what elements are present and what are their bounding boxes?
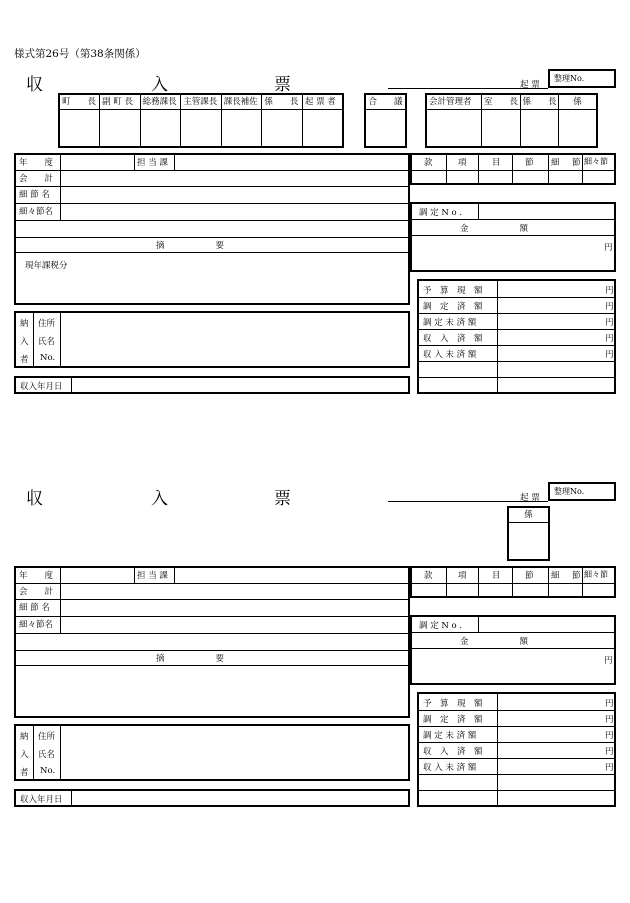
approval-head-kakaricho: 係 長 <box>262 94 303 110</box>
yen-mark: 円 <box>605 286 614 296</box>
approval-head-soumu: 総務課長 <box>140 94 181 110</box>
yen-mark: 円 <box>605 318 614 328</box>
kan-label: 款 <box>424 158 433 168</box>
yen-mark: 円 <box>605 731 614 741</box>
stamp-cell[interactable] <box>426 110 482 148</box>
receipt-date-label: 収入年月日 <box>20 382 63 392</box>
stamp-cell[interactable] <box>100 110 141 148</box>
kihyo-label: 起 票 <box>520 80 540 90</box>
amount2-choutei-mi: 調 定 未 済 額 <box>423 731 477 741</box>
yen-mark: 円 <box>605 715 614 725</box>
payer-name-label: 氏名 <box>38 337 56 347</box>
amount2-shunyu-mi: 収 入 未 済 額 <box>423 763 477 773</box>
yen-mark: 円 <box>605 334 614 344</box>
payer-nou: 納 <box>20 319 29 329</box>
seiri-no-box[interactable] <box>548 69 616 88</box>
yen-mark: 円 <box>605 302 614 312</box>
kakari-label: 係 <box>508 507 549 523</box>
kihyo2-label: 起 票 <box>520 493 540 503</box>
choutei-no2-label: 調 定 N o . <box>419 621 463 631</box>
kingaku2-yen: 円 <box>604 656 613 666</box>
budget-header-block <box>410 153 616 185</box>
kaikei-head-kakaricho: 係 長 <box>520 94 559 110</box>
tekiyou-label: 摘 要 <box>156 241 225 251</box>
kan2-label: 款 <box>424 571 433 581</box>
approval-head-kihyosha: 起 票 者 <box>302 94 343 110</box>
yen-mark: 円 <box>605 747 614 757</box>
payer-block <box>14 311 410 368</box>
amount-choutei-mi: 調 定 未 済 額 <box>423 318 477 328</box>
stamp-cell[interactable] <box>520 110 559 148</box>
amount-yosan: 予 算 現 額 <box>423 286 483 296</box>
kaikei-label: 会 計 <box>19 174 54 184</box>
budget-header-block-2 <box>410 566 616 598</box>
saisetsu2-label: 細 節 名 <box>19 603 50 613</box>
title-char-2: 入 <box>151 75 168 95</box>
approval-head-vice: 副 町 長 <box>100 94 141 110</box>
sai-label: 細 <box>551 158 560 168</box>
payer-address-label: 住所 <box>38 319 56 329</box>
kaikei-stamp-table <box>425 93 598 148</box>
kakari-stamp-cell[interactable] <box>508 523 549 561</box>
kou2-label: 項 <box>458 571 467 581</box>
payer2-name-label: 氏名 <box>38 750 56 760</box>
choutei-no-label: 調 定 N o . <box>419 208 463 218</box>
nendo-label: 年 度 <box>19 158 54 168</box>
kaikei2-label: 会 計 <box>19 587 54 597</box>
kingaku-label: 金 額 <box>460 224 529 234</box>
amount-shunyu: 収 入 済 額 <box>423 334 483 344</box>
moku2-label: 目 <box>492 571 501 581</box>
payer-block-2 <box>14 724 410 781</box>
setsu2-label: 節 <box>572 158 581 168</box>
tantou-label: 担 当 課 <box>137 158 168 168</box>
stamp-cell[interactable] <box>221 110 262 148</box>
setsu2b-label: 節 <box>525 571 534 581</box>
setsu2c-label: 節 <box>572 571 581 581</box>
payer-sha: 者 <box>20 355 29 365</box>
kaikei-head-kakari: 係 <box>559 94 598 110</box>
payer-no-label: No. <box>40 353 56 363</box>
amounts-block-2 <box>417 692 616 807</box>
stamp-cell[interactable] <box>559 110 598 148</box>
tekiyou-text[interactable]: 現年課税分 <box>25 261 68 271</box>
seiri-no-label: 整理No. <box>554 74 585 83</box>
stamp-cell[interactable] <box>302 110 343 148</box>
amount-choutei: 調 定 済 額 <box>423 302 483 312</box>
approval-head-hosa: 課長補佐 <box>221 94 262 110</box>
setsu-label: 節 <box>525 158 534 168</box>
stamp-cell[interactable] <box>181 110 222 148</box>
receipt-date-block-2 <box>14 789 410 807</box>
gougi-label: 合 議 <box>365 94 406 110</box>
receipt-date-block <box>14 376 410 394</box>
receipt-date2-label: 収入年月日 <box>20 795 63 805</box>
stamp-cell[interactable] <box>482 110 521 148</box>
saisai-label: 細々節名 <box>19 207 54 217</box>
seiri-no2-box[interactable] <box>548 482 616 501</box>
stamp-cell[interactable] <box>262 110 303 148</box>
approval-head-chief: 町 長 <box>59 94 100 110</box>
kaikei-head-shitsucho: 室 長 <box>482 94 521 110</box>
kakari-stamp-table <box>507 506 550 561</box>
payer2-nou: 納 <box>20 732 29 742</box>
tekiyou2-label: 摘 要 <box>156 654 225 664</box>
main-left-block-2 <box>14 566 410 718</box>
payer2-nyu: 入 <box>20 750 29 760</box>
amount2-choutei: 調 定 済 額 <box>423 715 483 725</box>
seiri-no2-label: 整理No. <box>554 487 585 496</box>
yen-mark: 円 <box>605 699 614 709</box>
yen-mark: 円 <box>605 763 614 773</box>
saisaisetsu2-label: 細々節 <box>584 570 608 579</box>
payer2-sha: 者 <box>20 768 29 778</box>
payer2-address-label: 住所 <box>38 732 56 742</box>
amount-shunyu-mi: 収 入 未 済 額 <box>423 350 477 360</box>
title-char-3: 票 <box>274 75 291 95</box>
choutei-kingaku-block-2 <box>410 615 616 685</box>
kingaku2-label: 金 額 <box>460 637 529 647</box>
gougi-table <box>364 93 407 148</box>
main-left-block <box>14 153 410 305</box>
form-reference: 様式第26号（第38条関係） <box>14 48 146 60</box>
yen-mark: 円 <box>605 350 614 360</box>
sai2-label: 細 <box>551 571 560 581</box>
stamp-cell[interactable] <box>59 110 100 148</box>
title2-char-1: 収 <box>26 489 43 509</box>
title2-char-2: 入 <box>151 489 168 509</box>
title2-char-3: 票 <box>274 489 291 509</box>
approval-stamp-table <box>58 93 344 148</box>
choutei-kingaku-block <box>410 202 616 272</box>
tantou2-label: 担 当 課 <box>137 571 168 581</box>
title-char-1: 収 <box>26 75 43 95</box>
kaikei-head-kanri: 会計管理者 <box>426 94 482 110</box>
nendo2-label: 年 度 <box>19 571 54 581</box>
saisetsu-label: 細 節 名 <box>19 190 50 200</box>
payer2-no-label: No. <box>40 766 56 776</box>
gougi-stamp-cell[interactable] <box>365 110 406 148</box>
stamp-cell[interactable] <box>140 110 181 148</box>
moku-label: 目 <box>492 158 501 168</box>
saisaisetsu-label: 細々節 <box>584 157 608 166</box>
amounts-block <box>417 279 616 394</box>
kingaku-yen: 円 <box>604 243 613 253</box>
amount2-shunyu: 収 入 済 額 <box>423 747 483 757</box>
payer-nyu: 入 <box>20 337 29 347</box>
amount2-yosan: 予 算 現 額 <box>423 699 483 709</box>
kou-label: 項 <box>458 158 467 168</box>
approval-head-shukan: 主管課長 <box>181 94 222 110</box>
saisai2-label: 細々節名 <box>19 620 54 630</box>
